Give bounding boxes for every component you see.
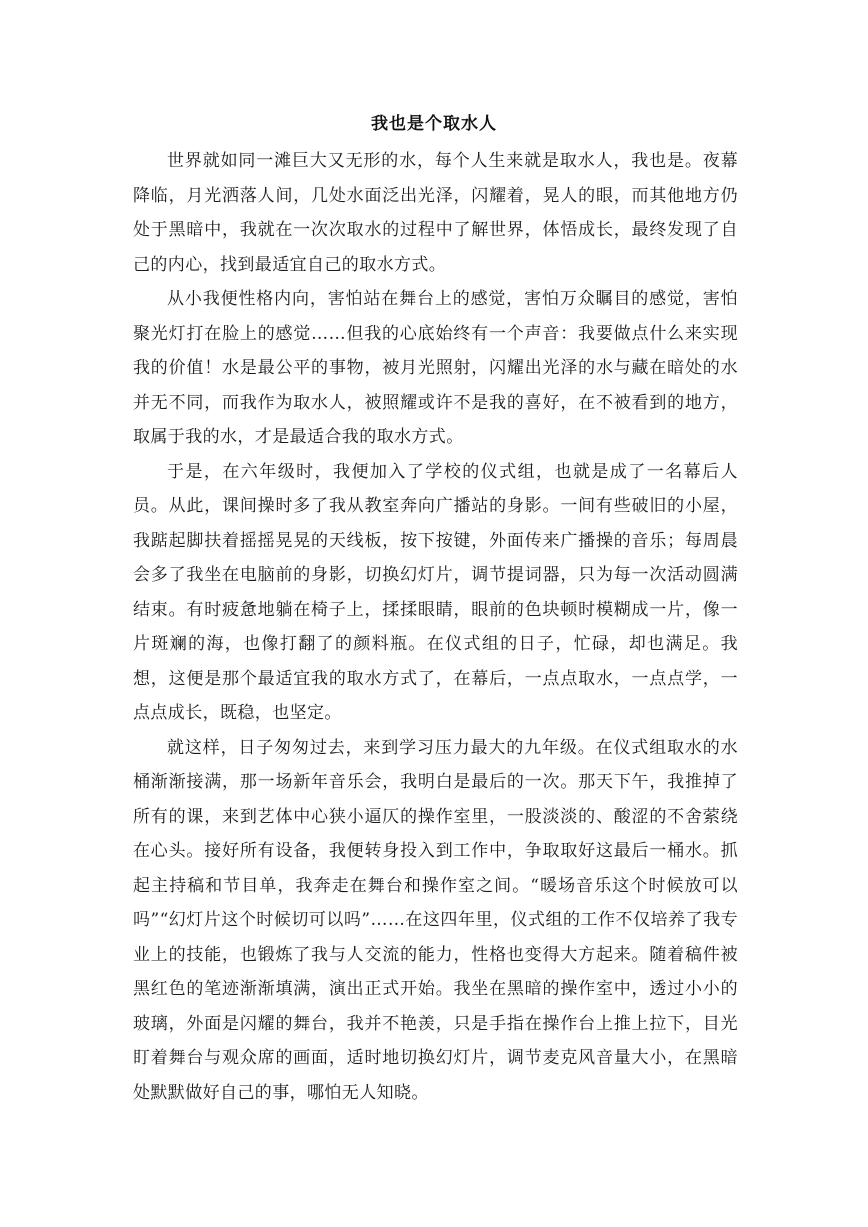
essay-body xyxy=(133,144,738,1110)
paragraph-4: 就这样，日子匆匆过去，来到学习压力最大的九年级。在仪式组取水的水桶渐渐接满，那一场新年音乐会，我明白是最后的一次。那天下午，我推掉了所有的课，来到艺体中心狭小逼仄的操作室里，一股淡淡的、酸涩的不舍萦绕在心头。接好所有设备，我便转身投入到工作中，争取取好这最后一桶水。抓起主持稿和节目单，我奔走在舞台和操作室之间。“暖场音乐这个时候放可以吗”“幻灯片这个时候切可以吗”……在这四年里，仪式组的工作不仅培养了我专业上的技能，也锻炼了我与人交流的能力，性格也变得大方起来。随着稿件被黑红色的笔迹渐渐填满，演出正式开始。我坐在黑暗的操作室中，透过小小的玻璃，外面是闪耀的舞台，我并不艳羡，只是手指在操作台上推上拉下，目光盯着舞台与观众席的画面，适时地切换幻灯片，调节麦克风音量大小，在黑暗处默默做好自己的事，哪怕无人知晓。 xyxy=(133,737,738,1103)
paragraph-1: 世界就如同一滩巨大又无形的水，每个人生来就是取水人，我也是。夜幕降临，月光洒落人间，几处水面泛出光泽，闪耀着，晃人的眼，而其他地方仍处于黑暗中，我就在一次次取水的过程中了解世界，体悟成长，最终发现了自己的内心，找到最适宜自己的取水方式。 xyxy=(133,151,738,275)
essay-title: 我也是个取水人 xyxy=(371,114,497,134)
paragraph-2: 从小我便性格内向，害怕站在舞台上的感觉，害怕万众瞩目的感觉，害怕聚光灯打在脸上的感觉……但我的心底始终有一个声音：我要做点什么来实现我的价值！水是最公平的事物，被月光照射，闪耀出光泽的水与藏在暗处的水并无不同，而我作为取水人，被照耀或许不是我的喜好，在不被看到的地方，取属于我的水，才是最适合我的取水方式。 xyxy=(133,289,738,447)
paragraph-3: 于是，在六年级时，我便加入了学校的仪式组，也就是成了一名幕后人员。从此，课间操时多了我从教室奔向广播站的身影。一间有些破旧的小屋，我踮起脚扶着摇摇晃晃的天线板，按下按键，外面传来广播操的音乐；每周晨会多了我坐在电脑前的身影，切换幻灯片，调节提词器，只为每一次活动圆满结束。有时疲惫地躺在椅子上，揉揉眼睛，眼前的色块顿时模糊成一片，像一片斑斓的海，也像打翻了的颜料瓶。在仪式组的日子，忙碌，却也满足。我想，这便是那个最适宜我的取水方式了，在幕后，一点点取水，一点点学，一点点成长，既稳，也坚定。 xyxy=(133,461,738,723)
